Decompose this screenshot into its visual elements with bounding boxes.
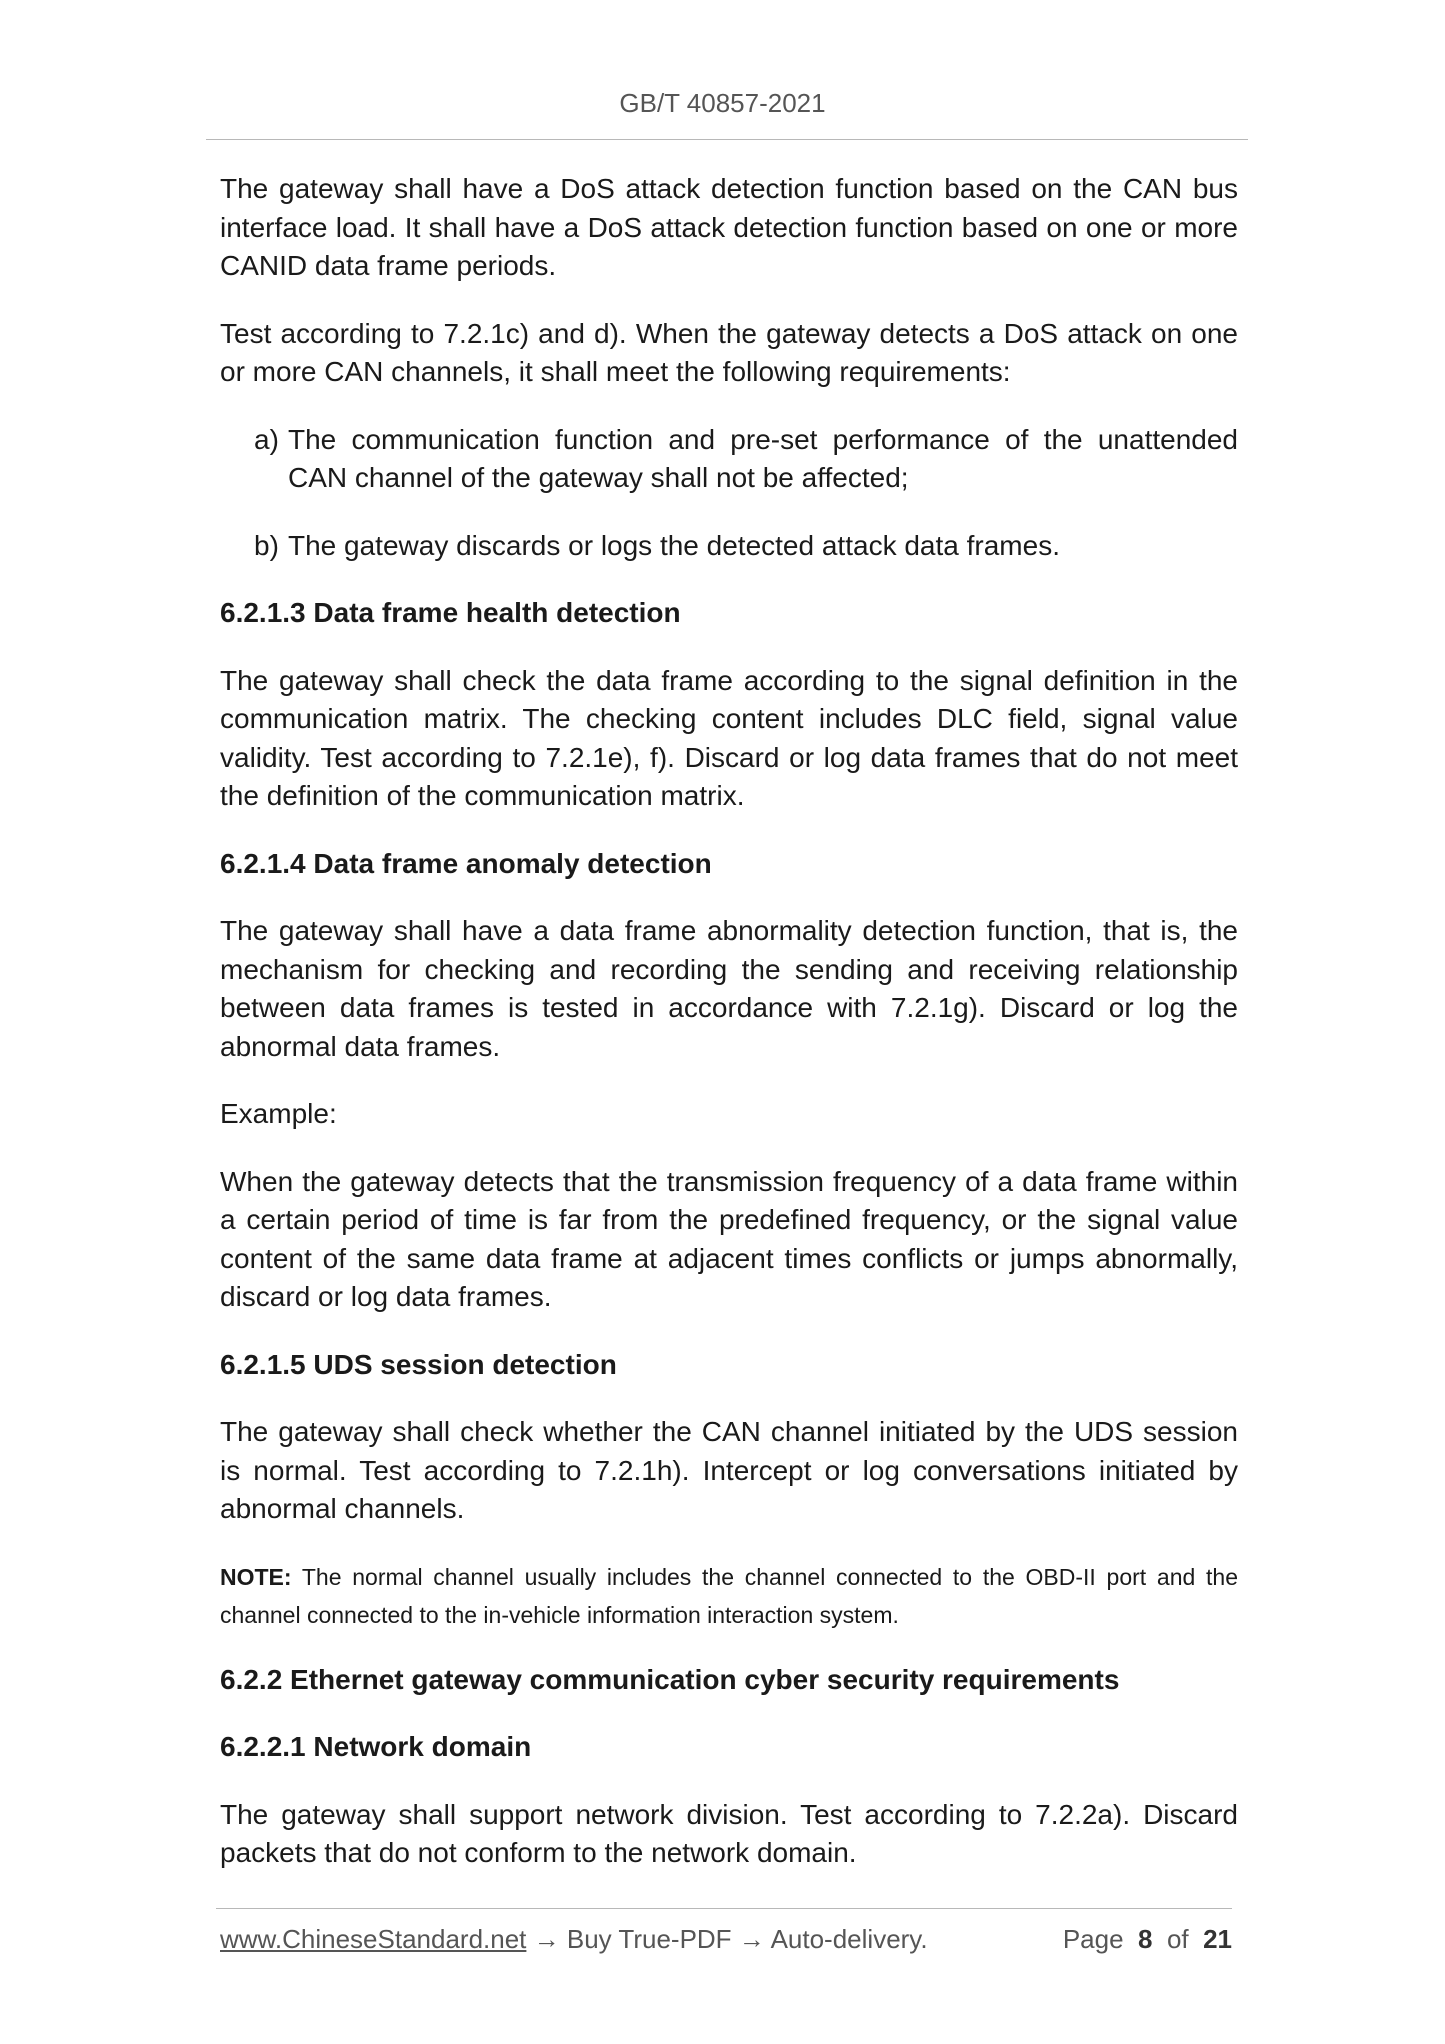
paragraph-dos-detection: The gateway shall have a DoS attack detection function based on the CAN bus interface load. It shall have a DoS attack detection function based on one or more CANID data frame periods. (220, 173, 1238, 281)
paragraph-example: When the gateway detects that the transmission frequency of a data frame within a certain period of time is far from the predefined frequency, or the signal value content of the same data frame at adjacent times conflicts or jumps abnormally, discard or log data frames. (220, 1165, 1238, 1312)
note-label: NOTE: (220, 1563, 292, 1590)
note (220, 1558, 1238, 1634)
list-text-b: The gateway discards or logs the detected attack data frames. (288, 529, 1060, 561)
list-marker-a: a) (254, 423, 279, 455)
list-text-a: The communication function and pre-set performance of the unattended CAN channel of the gateway shall not be affected; (288, 423, 1238, 493)
paragraph-uds-session: The gateway shall check whether the CAN channel initiated by the UDS session is normal. Test according to 7.2.1h). Intercept or log conversations initiated by abnormal channels. (220, 1416, 1238, 1524)
list-item-a (254, 421, 1238, 498)
list-marker-b: b) (254, 529, 279, 561)
page-label: Page (1062, 1924, 1124, 1954)
site-link[interactable]: www.ChineseStandard.net (220, 1924, 527, 1954)
footer-promo-text: → Buy True-PDF → Auto-delivery. (526, 1924, 928, 1954)
heading-6-2-1-4: 6.2.1.4 Data frame anomaly detection (220, 847, 712, 879)
footer-promo (220, 1924, 928, 1955)
paragraph-dos-test: Test according to 7.2.1c) and d). When the gateway detects a DoS attack on one or more CAN channels, it shall meet the following requirements: (220, 317, 1238, 387)
footer-divider (216, 1908, 1232, 1909)
heading-6-2-2: 6.2.2 Ethernet gateway communication cyber security requirements (220, 1663, 1120, 1695)
note-text: The normal channel usually includes the channel connected to the OBD-II port and the channel connected to the in-vehicle information interaction system. (220, 1563, 1238, 1628)
page-of: of (1166, 1924, 1189, 1954)
header-divider (206, 139, 1248, 140)
footer (220, 1924, 1232, 1955)
list-item-b (254, 527, 1238, 566)
document-body (220, 170, 1238, 1902)
paragraph-anomaly-detection: The gateway shall have a data frame abnormality detection function, that is, the mechanism for checking and recording the sending and receiving relationship between data frames is tested in accordance with 7.2.1g). Discard or log the abnormal data frames. (220, 915, 1238, 1062)
paragraph-network-domain: The gateway shall support network division. Test according to 7.2.2a). Discard packets that do not conform to the network domain. (220, 1798, 1238, 1868)
page-indicator (1063, 1924, 1232, 1955)
header-standard-id: GB/T 40857-2021 (619, 88, 826, 118)
page-total: 21 (1203, 1924, 1232, 1954)
paragraph-health-detection: The gateway shall check the data frame according to the signal definition in the communication matrix. The checking content includes DLC field, signal value validity. Test according to 7.2.1e), f). Discard or log data frames that do not meet the definition of the communication matrix. (220, 664, 1238, 811)
heading-6-2-1-5: 6.2.1.5 UDS session detection (220, 1348, 617, 1380)
heading-6-2-2-1: 6.2.2.1 Network domain (220, 1731, 532, 1762)
heading-6-2-1-3: 6.2.1.3 Data frame health detection (220, 597, 681, 628)
page-current: 8 (1138, 1924, 1153, 1954)
example-label: Example: (220, 1098, 337, 1129)
